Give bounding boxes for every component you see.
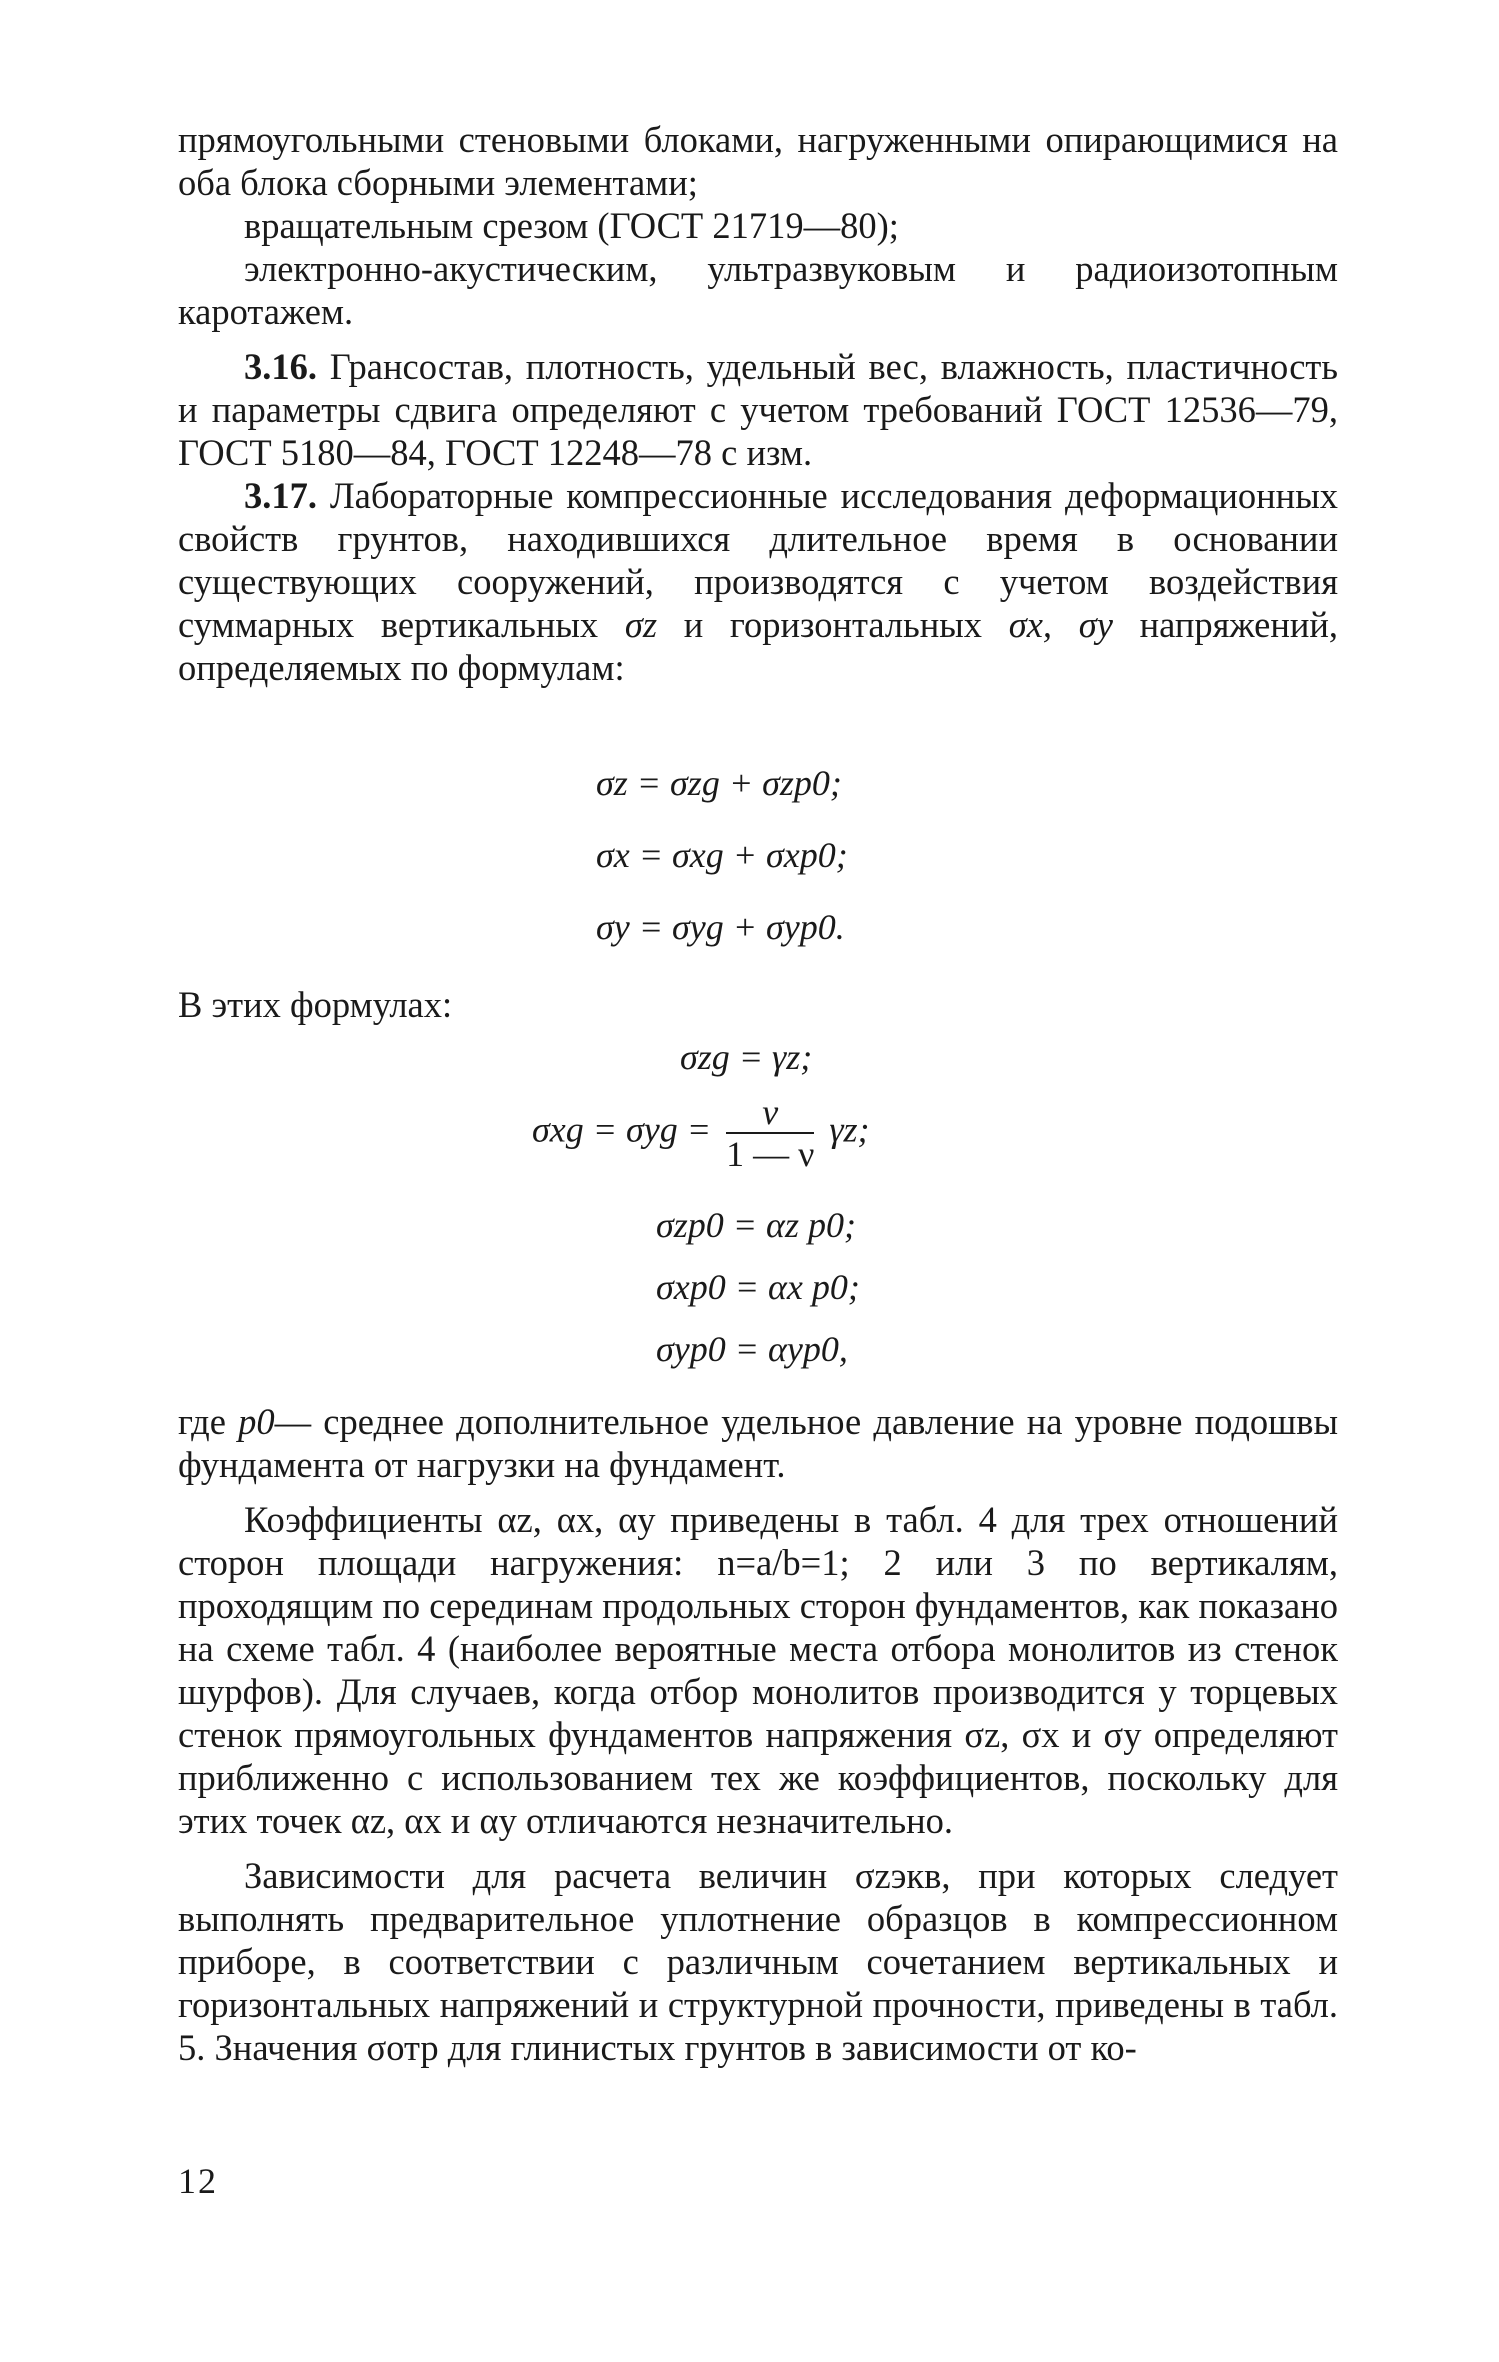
section-3-17-text-a: Лабораторные компрессионные исследования деформационных свойств грунтов, находившихся длительное время в основании существующих сооружений, производятся с учетом воздействия суммарных вертикальных — [178, 475, 1338, 645]
formula-sigma-z: σz = σzg + σzp0; — [596, 763, 842, 803]
paragraph-dependencies: Зависимости для расчета величин σzэкв, при которых следует выполнять предварительное уплотнение образцов в компрессионном приборе, в соответствии с различным сочетанием вертикальных и горизонтальных напряжений и структурной прочности, приведены в табл. 5. Значения σотр для глинистых грунтов в зависимости от ко- — [178, 1855, 1338, 2068]
section-3-17-number: 3.17. — [244, 475, 317, 516]
formula-sigma-yp0: σyp0 = αyp0, — [656, 1329, 848, 1369]
section-3-17-text-b: и горизонтальных — [683, 604, 983, 645]
section-3-16-text: Грансостав, плотность, удельный вес, влажность, пластичность и параметры сдвига определяют с учетом требований ГОСТ 12536—79, ГОСТ 5180—84, ГОСТ 12248—78 с изм. — [178, 346, 1338, 473]
fraction-numerator: ν — [726, 1094, 814, 1134]
paragraph-where — [178, 1400, 1338, 1486]
text-column — [178, 118, 1338, 689]
fraction-denominator: 1 — ν — [726, 1134, 815, 1174]
p0-symbol: p0 — [238, 1401, 275, 1442]
paragraph-coefficients: Коэффициенты αz, αx, αy приведены в табл. 4 для трех отношений сторон площади нагружения: n=a/b=1; 2 или 3 по вертикалям, проходящим по серединам продольных сторон фундаментов, как показано на схеме табл. 4 (наиболее вероятные места отбора монолитов из стенок шурфов). Для случаев, когда отбор монолитов производится у торцевых стенок прямоугольных фундаментов напряжения σz, σx и σy определяют приближенно с использованием тех же коэффициентов, поскольку для этих точек αz, αx и αy отличаются незначительно. — [178, 1499, 1339, 1841]
formula-sigma-xp0: σxp0 = αx p0; — [656, 1267, 860, 1307]
formulas-label: В этих формулах: — [178, 984, 453, 1025]
section-3-16-number: 3.16. — [244, 346, 317, 387]
formula-sigma-xg-right: γz; — [829, 1109, 870, 1150]
paragraph-blocks: прямоугольными стеновыми блоками, нагруженными опирающимися на оба блока сборными элементами; — [178, 119, 1338, 203]
formula-sigma-xg — [532, 1094, 870, 1172]
where-rest: — среднее дополнительное удельное давление на уровне подошвы фундамента от нагрузки на фундамент. — [178, 1401, 1339, 1485]
section-3-17-text-c: напряжений, определяемых по формулам: — [178, 604, 1339, 688]
formula-sigma-zp0: σzp0 = αz p0; — [656, 1205, 856, 1245]
formula-sigma-zg: σzg = γz; — [680, 1037, 813, 1077]
paragraph-shear: вращательным срезом (ГОСТ 21719—80); — [244, 205, 899, 246]
sigma-y-symbol: σy — [1078, 604, 1113, 645]
formula-sigma-xg-left: σxg = σyg = — [532, 1109, 712, 1150]
section-3-17 — [178, 474, 1338, 689]
formula-sigma-y: σy = σyg + σyp0. — [596, 907, 845, 947]
formula-sigma-x: σx = σxg + σxp0; — [596, 835, 848, 875]
fraction — [726, 1094, 814, 1172]
sigma-x-symbol: σx, — [1008, 604, 1053, 645]
paragraph-logging: электронно-акустическим, ультразвуковым и радиоизотопным каротажем. — [178, 248, 1338, 332]
text-column-lower — [178, 1400, 1338, 2069]
section-3-16 — [178, 345, 1338, 474]
page-number: 12 — [178, 2161, 218, 2201]
where-lead: где — [178, 1401, 226, 1442]
sigma-z-symbol: σz — [624, 604, 658, 645]
